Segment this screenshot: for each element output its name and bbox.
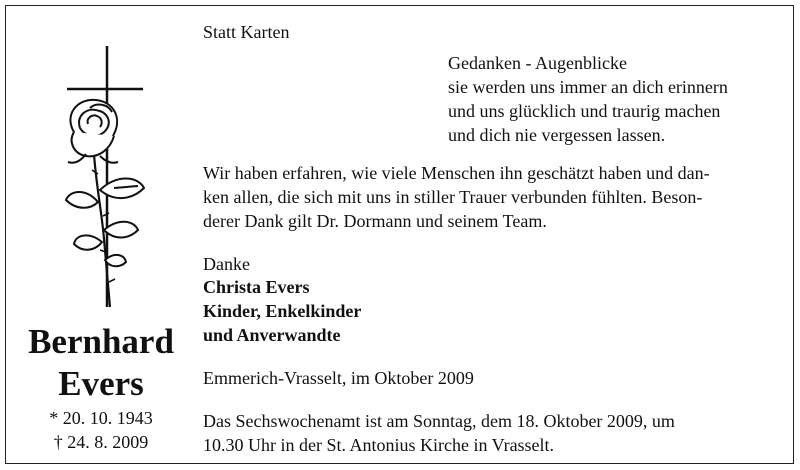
death-date: † 24. 8. 2009 — [53, 432, 149, 452]
poem-line: sie werden uns immer an dich erinnern — [448, 77, 728, 97]
poem-line: Gedanken - Augenblicke — [448, 53, 627, 73]
thanks-label: Danke — [203, 254, 250, 274]
header-text: Statt Karten — [203, 22, 290, 42]
cross-with-rose-icon — [16, 24, 186, 314]
left-column — [6, 6, 196, 463]
signatory: Kinder, Enkelkinder — [203, 301, 362, 321]
obituary-card — [5, 5, 794, 464]
service-line: 10.30 Uhr in der St. Antonius Kirche in Vrasselt. — [203, 435, 555, 455]
birth-date: * 20. 10. 1943 — [49, 408, 153, 428]
service-line: Das Sechswochenamt ist am Sonntag, dem 18. Oktober 2009, um — [203, 411, 675, 431]
poem-line: und dich nie vergessen lassen. — [448, 125, 666, 145]
signatory: und Anverwandte — [203, 325, 341, 345]
message-line: Wir haben erfahren, wie viele Menschen ihn geschätzt haben und dan- — [203, 163, 710, 183]
signatory: Christa Evers — [203, 277, 310, 297]
deceased-last-name: Evers — [58, 364, 144, 403]
poem-line: und uns glücklich und traurig machen — [448, 101, 721, 121]
deceased-first-name: Bernhard — [28, 322, 174, 361]
place-date: Emmerich-Vrasselt, im Oktober 2009 — [203, 368, 474, 388]
message-line: derer Dank gilt Dr. Dormann und seinem Team. — [203, 211, 547, 231]
message-line: ken allen, die sich mit uns in stiller Trauer verbunden fühlten. Beson- — [203, 187, 703, 207]
